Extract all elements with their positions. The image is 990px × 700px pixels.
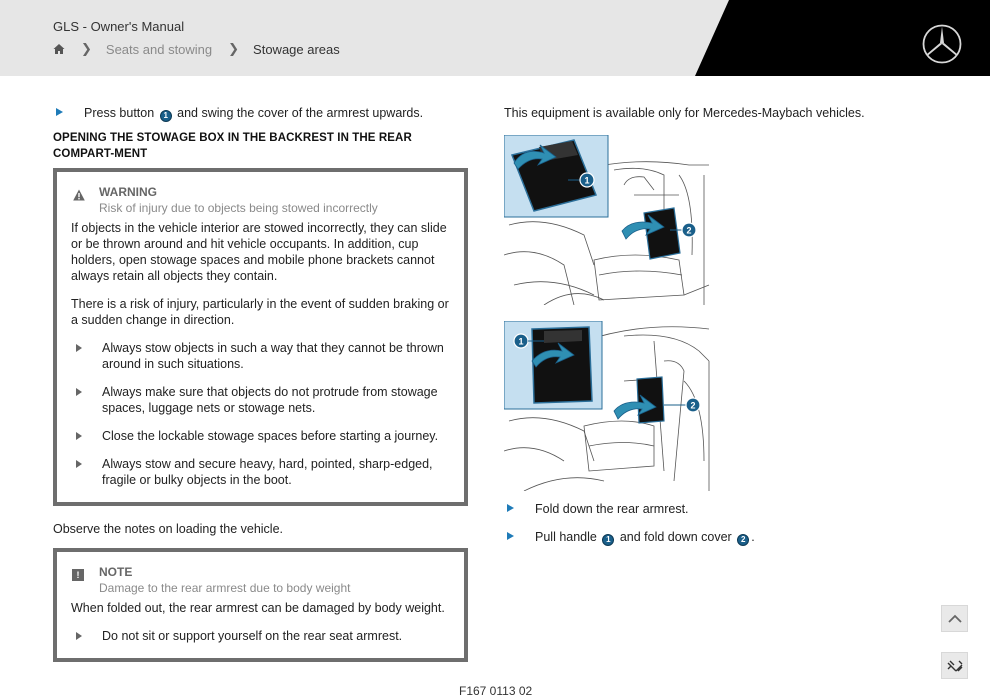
step-arrow-icon: [56, 108, 63, 116]
list-item: [71, 384, 450, 416]
availability-text: This equipment is available only for Mercedes-Maybach vehicles.: [504, 106, 865, 120]
mercedes-star-logo[interactable]: [921, 23, 963, 65]
tool-icon: [947, 660, 963, 672]
chevron-right-icon: ❯: [81, 41, 92, 56]
warning-paragraph: If objects in the vehicle interior are stowed incorrectly, they can slide or be thrown around and hit vehicle occupants. In addition, cup holders, open stowage spaces and mobile phone brackets cannot always retain all objects they contain.: [71, 221, 447, 283]
list-item-text: Close the lockable stowage spaces before starting a journey.: [102, 429, 439, 443]
list-item: [71, 628, 450, 644]
list-item-text: Always stow and secure heavy, hard, pointed, sharp-edged, fragile or bulky objects in the boot.: [102, 457, 433, 487]
note-exclamation-icon: !: [72, 569, 84, 581]
warning-header: [71, 184, 450, 216]
step-text: .: [751, 530, 755, 544]
illustration-open-armrest: [504, 135, 714, 305]
callout-badge-2: 2: [737, 534, 749, 546]
chevron-right-icon: ❯: [228, 41, 240, 56]
list-item-text: Always stow objects in such a way that they cannot be thrown around in such situations.: [102, 341, 444, 371]
note-header: [71, 564, 450, 596]
observe-notes-text: Observe the notes on loading the vehicle.: [53, 522, 284, 536]
warning-subtitle: Risk of injury due to objects being stowed incorrectly: [99, 201, 378, 215]
warning-title: WARNING: [99, 185, 157, 199]
step-text: Press button: [84, 106, 155, 120]
bullet-triangle-icon: [76, 388, 82, 396]
note-list: [71, 628, 450, 644]
callout-label-1: 1: [584, 175, 590, 186]
right-column: [504, 104, 944, 544]
scroll-to-top-button[interactable]: [941, 605, 968, 632]
breadcrumb: [53, 41, 340, 57]
callout-badge-1: 1: [160, 110, 172, 122]
warning-triangle-icon: [73, 189, 85, 201]
warning-list: [71, 340, 450, 488]
warning-box: [53, 168, 468, 506]
left-column: [53, 104, 468, 662]
home-icon[interactable]: [53, 43, 65, 55]
note-box: [53, 548, 468, 662]
right-instruction-list: [504, 500, 944, 556]
instruction-step: [504, 500, 944, 518]
breadcrumb-link-seats[interactable]: Seats and stowing: [105, 41, 213, 57]
list-item: [71, 340, 450, 372]
note-text: When folded out, the rear armrest can be damaged by body weight.: [71, 601, 445, 615]
instruction-step: [504, 528, 944, 546]
list-item: [71, 456, 450, 488]
note-subtitle: Damage to the rear armrest due to body weight: [99, 581, 351, 595]
step-text: Pull handle: [535, 530, 597, 544]
figure-id: F167 0113 02: [459, 684, 533, 698]
breadcrumb-current: Stowage areas: [253, 41, 340, 57]
callout-badge-1: 1: [602, 534, 614, 546]
list-item-text: Do not sit or support yourself on the rear seat armrest.: [102, 629, 403, 643]
section-heading: OPENING THE STOWAGE BOX IN THE BACKREST IN THE REAR COMPART-MENT: [53, 132, 412, 160]
callout-label-1: 1: [518, 336, 524, 347]
instruction-step: [53, 104, 468, 122]
list-item-text: Always make sure that objects do not protrude from stowage spaces, luggage nets or stowage nets.: [102, 385, 438, 415]
step-text: and swing the cover of the armrest upwards.: [177, 106, 424, 120]
list-item: [71, 428, 450, 444]
bullet-triangle-icon: [76, 432, 82, 440]
bullet-triangle-icon: [76, 460, 82, 468]
callout-label-2: 2: [690, 400, 696, 411]
step-text: and fold down cover: [619, 530, 732, 544]
step-arrow-icon: [507, 532, 514, 540]
callout-label-2: 2: [686, 225, 692, 236]
bullet-triangle-icon: [76, 344, 82, 352]
bullet-triangle-icon: [76, 632, 82, 640]
step-arrow-icon: [507, 504, 514, 512]
note-title: NOTE: [99, 565, 133, 579]
warning-paragraph: There is a risk of injury, particularly in the event of sudden braking or a sudden change in direction.: [71, 297, 449, 327]
vehicle-tool-button[interactable]: [941, 652, 968, 679]
manual-title: GLS - Owner's Manual: [53, 19, 185, 34]
chevron-up-icon: [948, 614, 962, 624]
step-text: Fold down the rear armrest.: [535, 502, 689, 516]
illustration-fold-down-cover: [504, 321, 714, 491]
